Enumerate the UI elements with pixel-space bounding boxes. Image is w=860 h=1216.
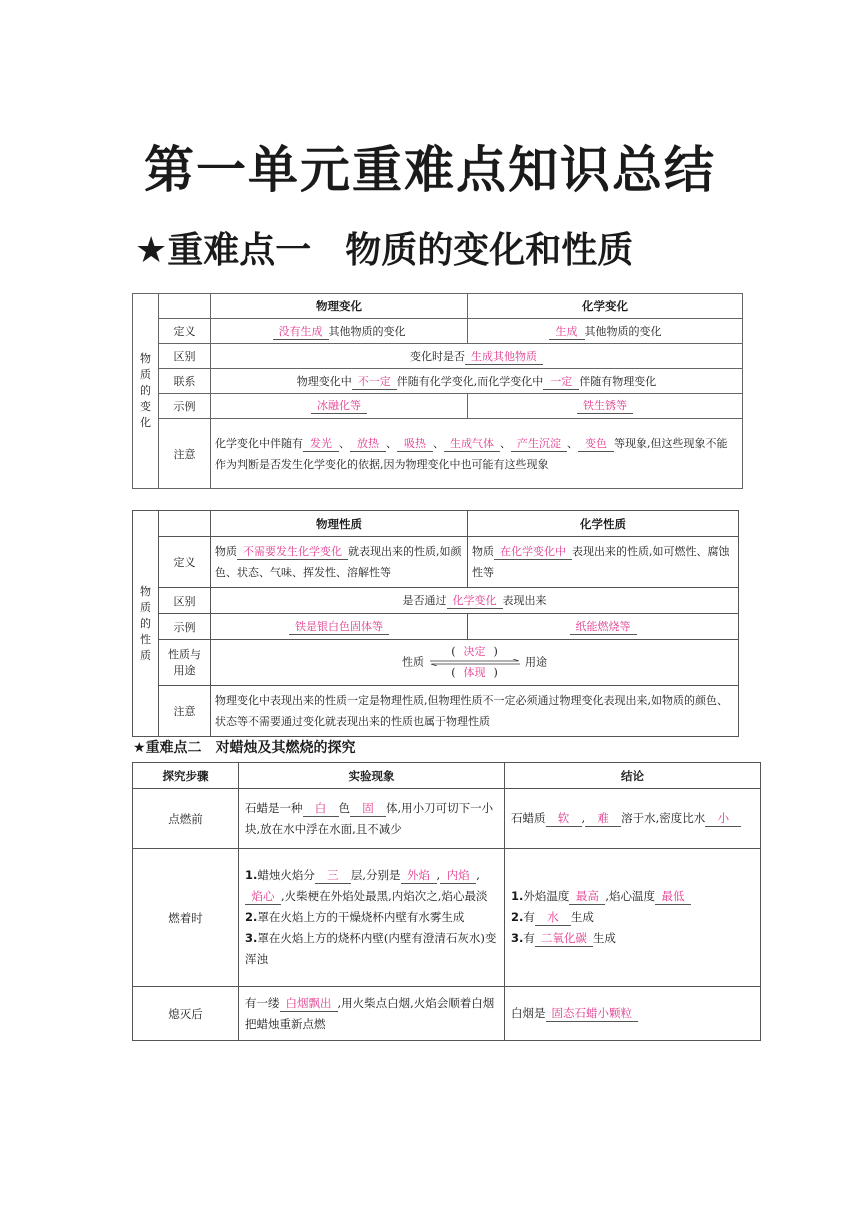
row-label: 注意 (159, 686, 211, 737)
section-heading-1: ★重难点一 物质的变化和性质 (135, 230, 634, 271)
star-icon: ★ (135, 230, 168, 271)
relation-arrows: ( 决定 ) ( 体现 ) (430, 645, 520, 680)
step-label: 熄灭后 (133, 987, 239, 1041)
property-table: 物 质 的 性 质 物理性质 化学性质 定义 物质 不需要发生化学变化 就表现出来的性质,如颜色、状态、气味、挥发性、溶解性等 物质 在化学变化中 表现出来的性质,如可燃性、腐蚀性等 区别 是否通过 化学变化 表现出来 示例 铁是银白色固体等 纸能燃烧等 性质与 用途 性质 ( 决定 ) ( 体现 ) 用途 注意 物理变化中表现出来的性质一定是物理性质,但物理性质不一定必须通过物理变化表现出来,如物质的颜色、状态等不需要通过变化就表现出来的性质也属于物理性质 (132, 510, 739, 737)
candle-table: 探究步骤 实验现象 结论 点燃前 石蜡是一种 白 色 固 体,用小刀可切下一小块,放在水中浮在水面,且不减少 石蜡质 软 , 难 溶于水,密度比水 小 燃着时 1.蜡烛火焰分 三 层,分别是 外焰 , 内焰 ,焰心 ,火柴梗在外焰处最黑,内焰次之,焰心最淡 2.罩在火焰上方的干燥烧杯内壁有水雾生成 3.罩在火焰上方的烧杯内壁(内壁有澄清石灰水)变浑浊 1.外焰温度 最高 ,焰心温度 最低 2.有 水 生成 3.有 二氧化碳 生成 熄灭后 有一缕 白烟飘出 ,用火柴点白烟,火焰会顺着白烟把蜡烛重新点燃 白烟是 固态石蜡小颗粒 (132, 762, 761, 1041)
row-label: 定义 (159, 537, 211, 588)
row-label: 联系 (159, 369, 211, 394)
side-label: 物 质 的 性 质 (133, 511, 159, 737)
star-icon: ★ (133, 740, 146, 756)
answer-blank: 冰融化等 (311, 398, 367, 414)
col-header: 化学性质 (468, 511, 739, 537)
answer-blank: 生成其他物质 (465, 349, 543, 365)
row-label: 定义 (159, 319, 211, 344)
col-header: 结论 (505, 763, 761, 789)
col-header: 物理性质 (211, 511, 468, 537)
row-label: 区别 (159, 344, 211, 369)
row-label: 注意 (159, 419, 211, 489)
answer-blank: 不一定 (352, 374, 397, 390)
change-table: 物 质 的 变 化 物理变化 化学变化 定义 没有生成 其他物质的变化 生成 其他物质的变化 区别 变化时是否 生成其他物质 联系 物理变化中 不一定 伴随有化学变化,而化学变化中 一定 伴随有物理变化 示例 冰融化等 铁生锈等 注意 化学变化中伴随有 发光 、 放热 、 吸热 、 生成气体 、 产生沉淀 、 变色 等现象,但这些现象不能作为判断是否发生化学变化的依据,因为物理变化中也可能有这些现象 (132, 293, 743, 489)
step-label: 点燃前 (133, 789, 239, 849)
col-header: 实验现象 (239, 763, 505, 789)
answer-blank: 没有生成 (273, 324, 329, 340)
row-label: 性质与 用途 (159, 640, 211, 686)
col-header: 物理变化 (211, 294, 468, 319)
row-label: 示例 (159, 394, 211, 419)
row-label: 示例 (159, 614, 211, 640)
answer-blank: 一定 (543, 374, 579, 390)
answer-blank: 铁生锈等 (577, 398, 633, 414)
col-header: 探究步骤 (133, 763, 239, 789)
col-header: 化学变化 (468, 294, 743, 319)
section-heading-2: ★重难点二 对蜡烛及其燃烧的探究 (133, 740, 356, 756)
side-label: 物 质 的 变 化 (133, 294, 159, 489)
step-label: 燃着时 (133, 849, 239, 987)
row-label: 区别 (159, 588, 211, 614)
answer-blank: 生成 (549, 324, 585, 340)
page-title: 第一单元重难点知识总结 (144, 141, 716, 199)
